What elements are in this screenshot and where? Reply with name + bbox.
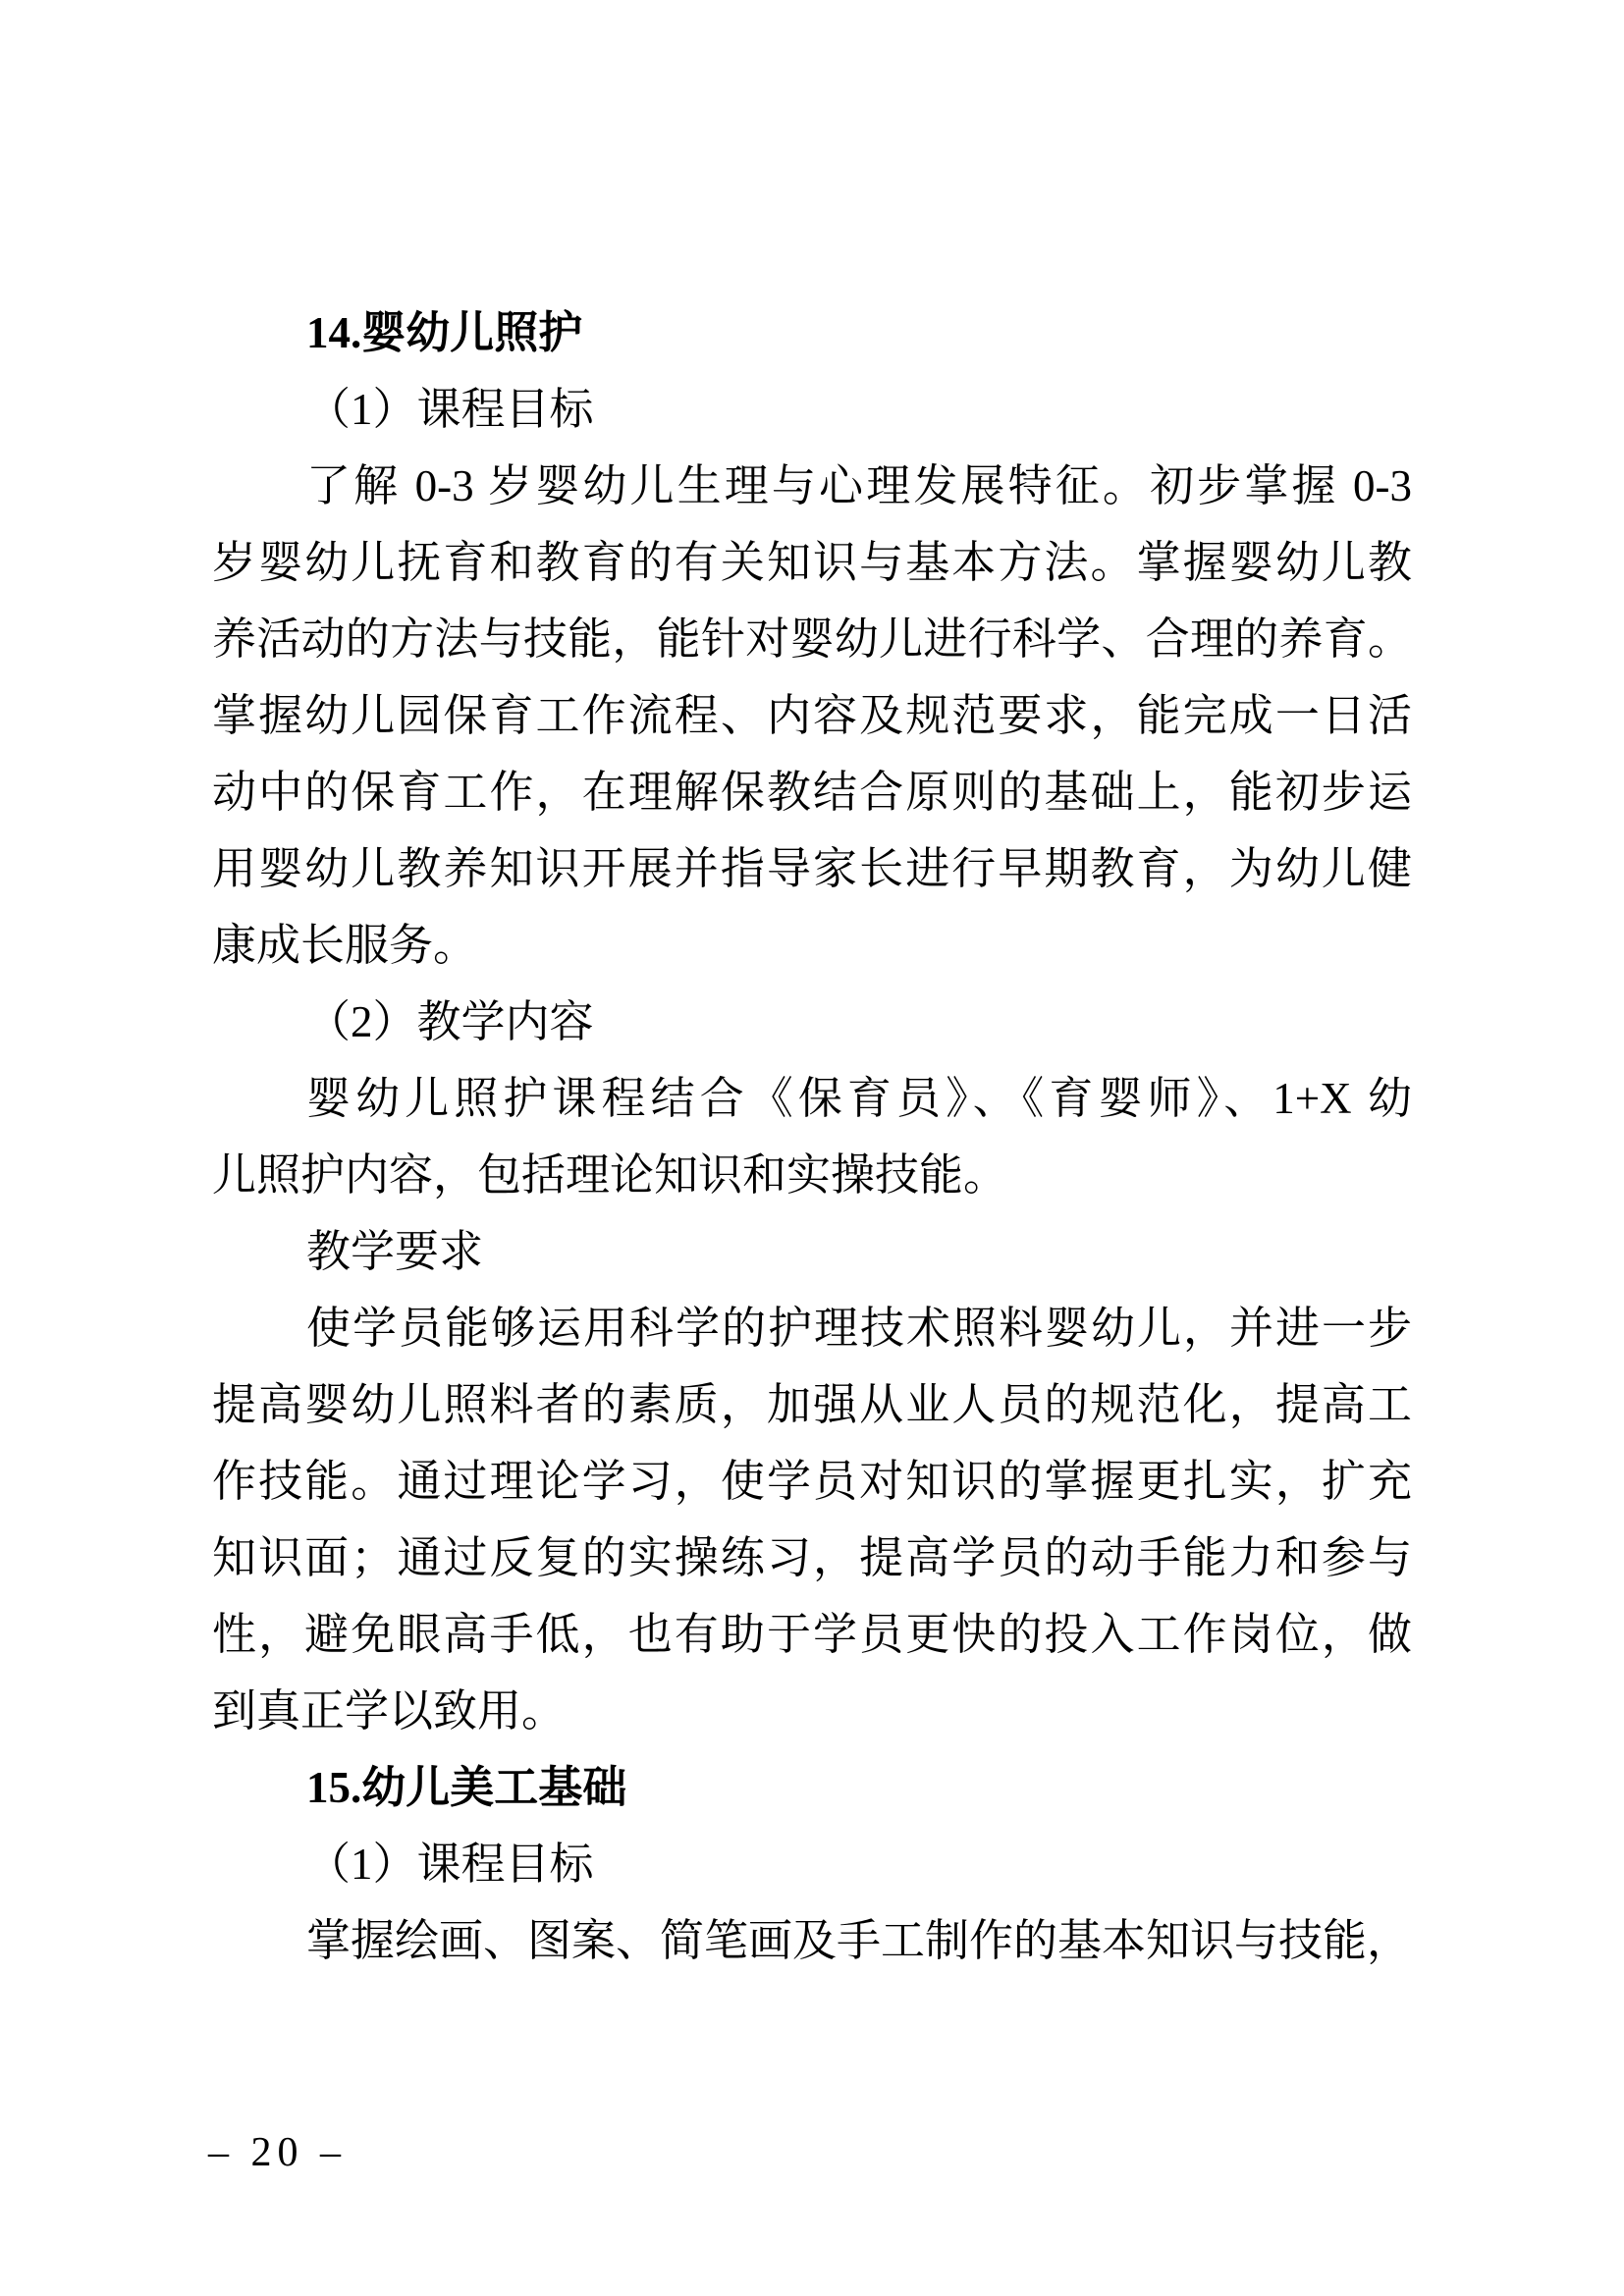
subsection-label-course-objective: （1）课程目标 <box>306 1840 594 1889</box>
page-number: – 20 – <box>208 2130 347 2175</box>
document-body <box>212 294 1412 1979</box>
paragraph-line: 婴幼儿照护课程结合《保育员》、《育婴师》、1+X 幼 <box>306 1074 1412 1123</box>
paragraph-line: 儿照护内容，包括理论知识和实操技能。 <box>212 1150 1008 1200</box>
paragraph-line: 作技能。通过理论学习，使学员对知识的掌握更扎实，扩充 <box>212 1457 1412 1506</box>
section-heading-14: 14.婴幼儿照护 <box>306 308 583 357</box>
paragraph-line: 知识面；通过反复的实操练习，提高学员的动手能力和参与 <box>212 1533 1412 1582</box>
section-heading-15: 15.幼儿美工基础 <box>306 1763 627 1812</box>
paragraph-line: 动中的保育工作，在理解保教结合原则的基础上，能初步运 <box>212 768 1412 817</box>
subsection-label-course-objective: （1）课程目标 <box>306 385 594 434</box>
paragraph-line: 养活动的方法与技能，能针对婴幼儿进行科学、合理的养育。 <box>212 614 1412 664</box>
paragraph-line: 岁婴幼儿抚育和教育的有关知识与基本方法。掌握婴幼儿教 <box>212 538 1412 587</box>
paragraph-line: 康成长服务。 <box>212 921 478 970</box>
paragraph-line: 掌握幼儿园保育工作流程、内容及规范要求，能完成一日活 <box>212 691 1412 740</box>
paragraph-line: 提高婴幼儿照料者的素质，加强从业人员的规范化，提高工 <box>212 1380 1412 1429</box>
paragraph-line: 用婴幼儿教养知识开展并指导家长进行早期教育，为幼儿健 <box>212 844 1412 893</box>
subsection-label-teaching-requirements: 教学要求 <box>306 1227 484 1276</box>
paragraph-line: 了解 0-3 岁婴幼儿生理与心理发展特征。初步掌握 0-3 <box>306 461 1412 510</box>
paragraph-line: 使学员能够运用科学的护理技术照料婴幼儿，并进一步 <box>306 1304 1412 1353</box>
subsection-label-teaching-content: （2）教学内容 <box>306 997 594 1046</box>
paragraph-line: 到真正学以致用。 <box>212 1686 567 1735</box>
paragraph-line: 掌握绘画、图案、简笔画及手工制作的基本知识与技能， <box>306 1916 1412 1965</box>
paragraph-line: 性，避免眼高手低，也有助于学员更快的投入工作岗位，做 <box>212 1610 1412 1659</box>
